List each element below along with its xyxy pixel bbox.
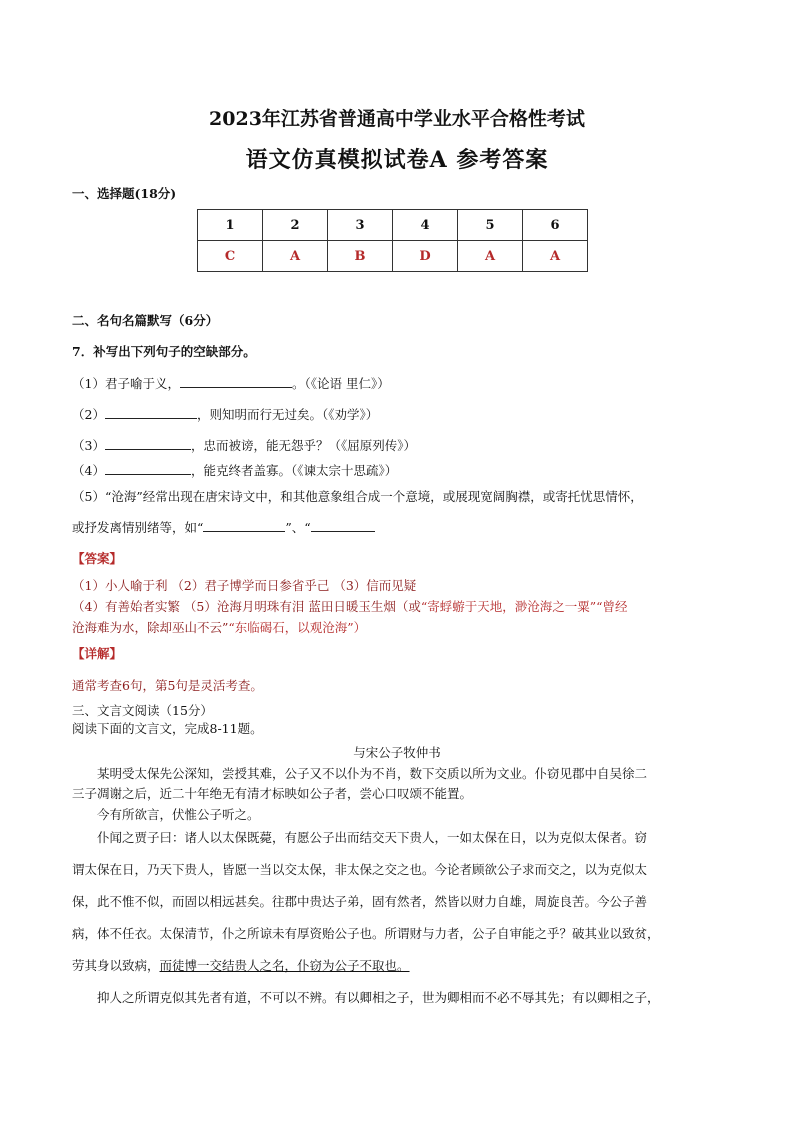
article-p2: 今有所欲言，伏惟公子听之。 [97, 807, 260, 822]
answer-table-header-row [198, 210, 588, 241]
section3-heading: 三、文言文阅读（15分） [72, 703, 213, 718]
article-p3-line3: 保，此不惟不似，而固以相远甚矣。往郡中贵达子弟，固有然者，然皆以财力自雄，周旋良苦。今公子善 [72, 894, 648, 909]
answer-cell: A [263, 241, 328, 272]
paper-title: 语文仿真模拟试卷A 参考答案 [245, 147, 549, 173]
fill-item-prefix: （3） [72, 438, 105, 453]
answer-table [197, 209, 588, 272]
question-number-cell: 5 [458, 210, 523, 241]
article-title: 与宋公子牧仲书 [353, 745, 441, 760]
question-number-cell: 1 [198, 210, 263, 241]
fill-item-prefix: （2） [72, 407, 105, 422]
fill-item-separator: ”、“ [285, 520, 311, 535]
section2-heading: 二、名句名篇默写（6分） [72, 313, 219, 328]
answer-cell: C [198, 241, 263, 272]
detail-text: 通常考查6句，第5句是灵活考查。 [72, 678, 263, 693]
section1-heading: 一、选择题(18分) [72, 186, 177, 201]
answer-blank[interactable] [105, 462, 191, 475]
answer-blank[interactable] [105, 406, 197, 419]
answer-line-3-alt: “东临碣石，以观沧海”） [228, 620, 367, 635]
answer-cell: D [393, 241, 458, 272]
answer-line-1: （1）小人喻于利 （2）君子博学而日参省乎己 （3）信而见疑 [72, 578, 417, 593]
detail-label: 【详解】 [72, 646, 123, 661]
answer-label: 【答案】 [72, 551, 123, 566]
answer-blank[interactable] [311, 519, 375, 532]
fill-item-suffix: 。（《论语 里仁》） [291, 376, 390, 391]
article-p1-line1: 某明受太保先公深知，尝授其难，公子又不以仆为不肖，数下交质以所为文业。仆窃见郡中自吴徐二 [97, 766, 648, 781]
exam-title: 2023年江苏省普通高中学业水平合格性考试 [209, 108, 585, 130]
answer-blank[interactable] [180, 375, 292, 388]
section3-instruction: 阅读下面的文言文，完成8-11题。 [72, 721, 263, 736]
answer-line-3-main: 沧海难为水，除却巫山不云” [72, 620, 229, 635]
answer-table-values-row [198, 241, 588, 272]
answer-line-3 [72, 619, 366, 637]
fill-item-suffix: ，能克终者盖寡。（《谏太宗十思疏》） [190, 463, 398, 478]
fill-item-5-line2 [72, 519, 375, 537]
answer-line-2-alt: “寄蜉蝣于天地，渺沧海之一粟”“曾经 [420, 599, 628, 614]
answer-line-2-main: （4）有善始者实繁 （5）沧海月明珠有泪 蓝田日暖玉生烟（或 [72, 599, 421, 614]
question-7-prompt: 7．补写出下列句子的空缺部分。 [72, 344, 256, 359]
answer-line-2 [72, 598, 628, 616]
article-p3-line5 [72, 957, 410, 975]
fill-item-suffix: ，则知明而行无过矣。（《劝学》） [196, 407, 379, 422]
fill-item-suffix: ，忠而被谤，能无怨乎？（《屈原列传》） [190, 438, 416, 453]
answer-blank[interactable] [203, 519, 285, 532]
answer-blank[interactable] [105, 437, 191, 450]
article-p3-line4: 病，体不任衣。太保清节，仆之所谅未有厚资贻公子也。所谓财与力者，公子自审能之乎？破其业以致贫， [72, 926, 660, 941]
underlined-sentence: 而徒博一交结贵人之名，仆窃为公子不取也。 [159, 958, 410, 973]
fill-item-prefix: 或抒发离情别绪等，如“ [72, 520, 204, 535]
fill-item-5-line1: （5）“沧海”经常出现在唐宋诗文中，和其他意象组合成一个意境，或展现宽阔胸襟，或寄托忧思情怀， [72, 489, 643, 504]
fill-item-prefix: （4） [72, 463, 105, 478]
article-p3-line1: 仆闻之贾子曰：诸人以太保既薨，有愿公子出而结交天下贵人，一如太保在日，以为克似太保者。窃 [97, 830, 648, 845]
fill-item-2 [72, 406, 378, 424]
article-p3-line5-start: 劳其身以致病， [72, 958, 160, 973]
question-number-cell: 3 [328, 210, 393, 241]
fill-item-1 [72, 375, 390, 393]
answer-cell: A [458, 241, 523, 272]
article-p4-line1: 抑人之所谓克似其先者有道，不可以不辨。有以卿相之子，世为卿相而不必不辱其先；有以卿相之子， [97, 990, 660, 1005]
article-p1-line2: 三子凋谢之后，近二十年绝无有清才标映如公子者，尝心口叹颂不能置。 [72, 786, 473, 801]
question-number-cell: 4 [393, 210, 458, 241]
fill-item-prefix: （1）君子喻于义， [72, 376, 180, 391]
article-p3-line2: 谓太保在日，乃天下贵人，皆愿一当以交太保，非太保之交之也。今论者顾欲公子求而交之，以为克似太 [72, 862, 648, 877]
answer-cell: A [523, 241, 588, 272]
answer-cell: B [328, 241, 393, 272]
fill-item-4 [72, 462, 397, 480]
fill-item-3 [72, 437, 416, 455]
question-number-cell: 2 [263, 210, 328, 241]
question-number-cell: 6 [523, 210, 588, 241]
